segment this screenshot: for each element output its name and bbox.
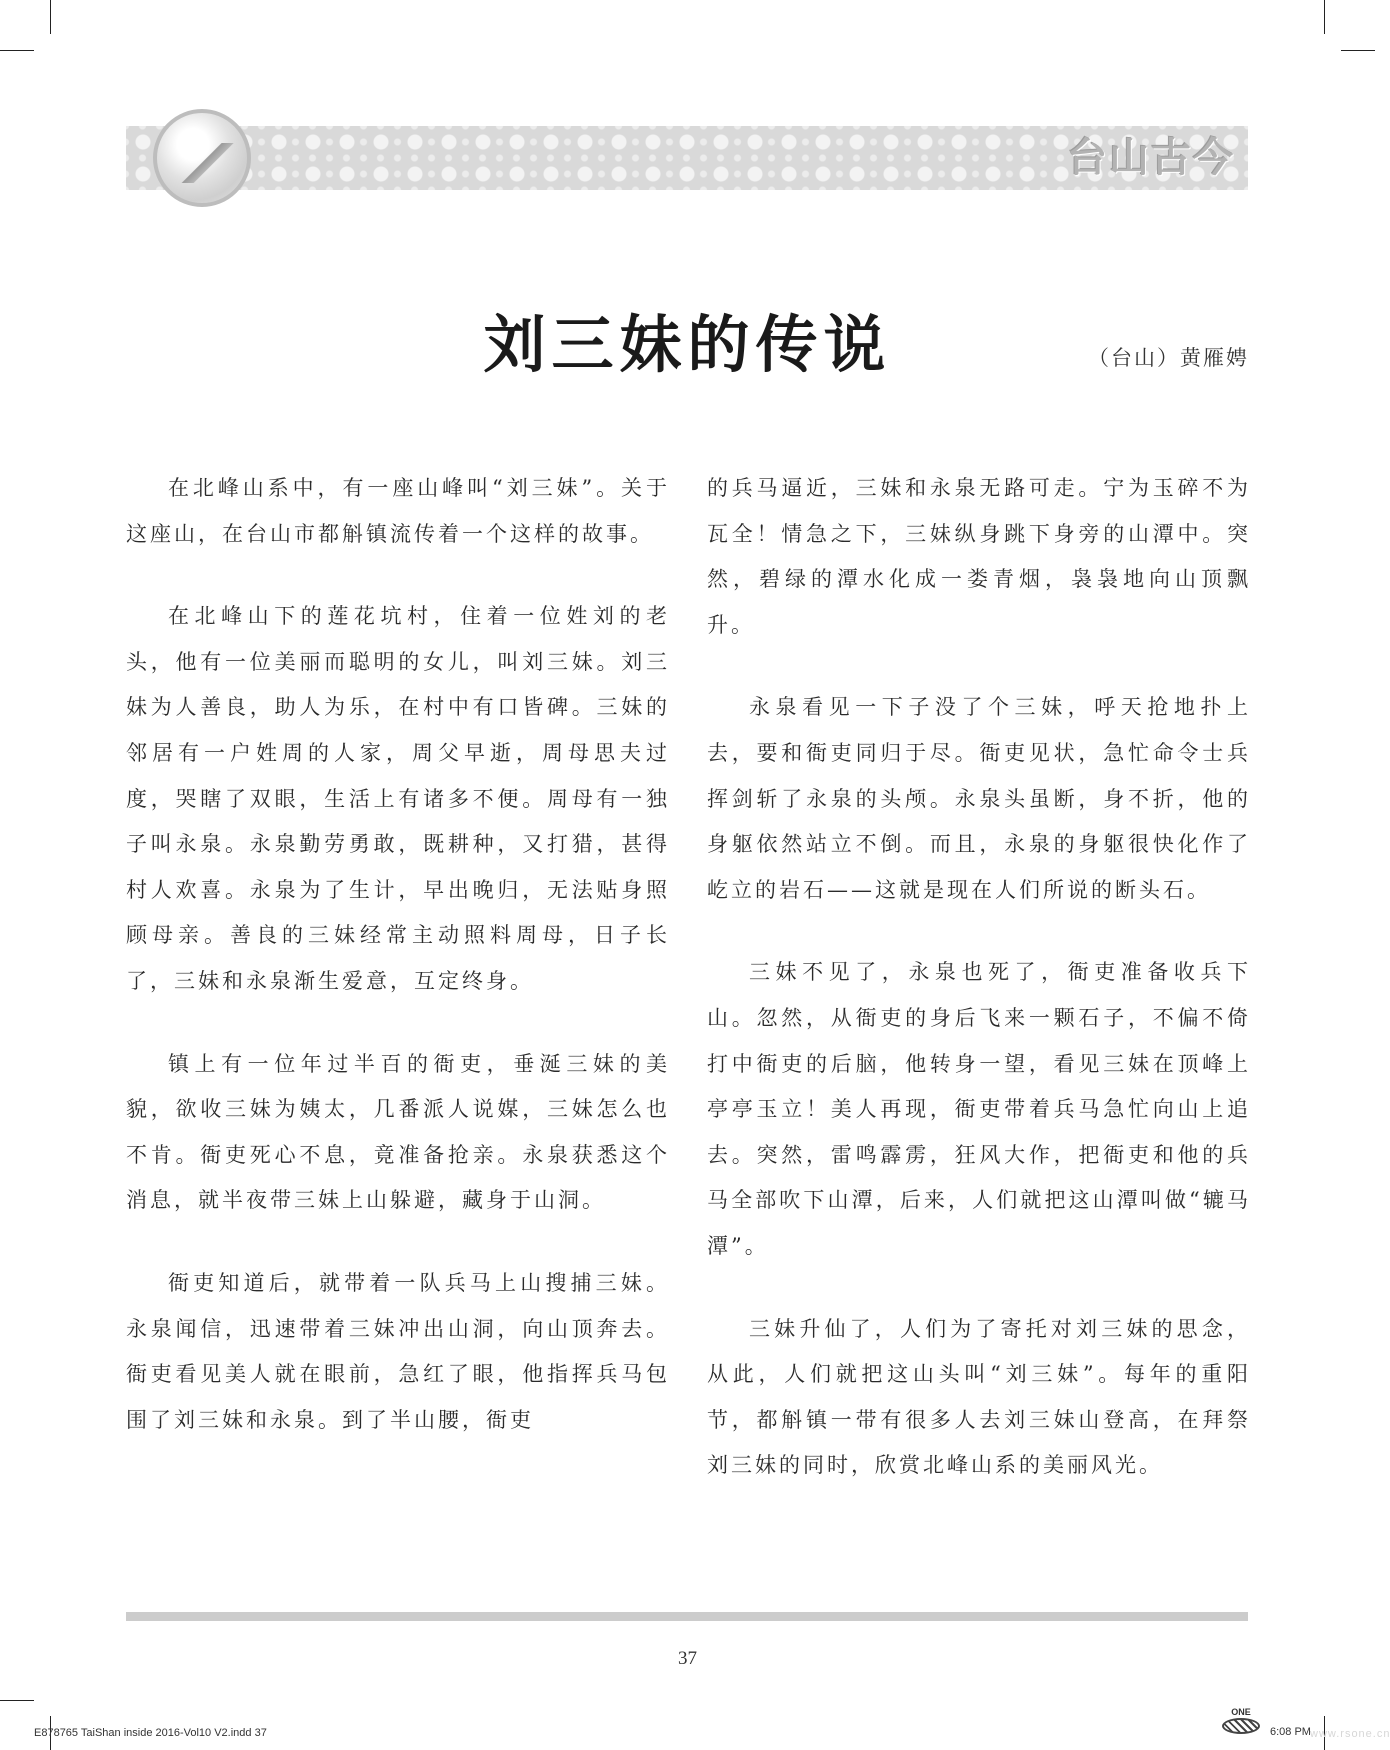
- landscape-medallion-icon: [153, 109, 251, 207]
- paragraph: 在北峰山下的莲花坑村，住着一位姓刘的老头，他有一位美丽而聪明的女儿，叫刘三妹。刘三妹为人善良，助人为乐，在村中有口皆碑。三妹的邻居有一户姓周的人家，周父早逝，周母思夫过度，哭瞎了双眼，生活上有诸多不便。周母有一独子叫永泉。永泉勤劳勇敢，既耕种，又打猎，甚得村人欢喜。永泉为了生计，早出晚归，无法贴身照顾母亲。善良的三妹经常主动照料周母，日子长了，三妹和永泉渐生爱意，互定终身。: [126, 604, 670, 993]
- paragraph: 在北峰山系中，有一座山峰叫“刘三妹”。关于这座山，在台山市都斛镇流传着一个这样的故事。: [126, 476, 670, 546]
- section-title: 台山古今: [1067, 135, 1235, 181]
- right-column: [707, 466, 1251, 1526]
- crop-mark: [1324, 0, 1325, 34]
- print-slug-right: [1208, 1700, 1390, 1746]
- crop-mark: [50, 0, 51, 34]
- paragraph: 永泉看见一下子没了个三妹，呼天抢地扑上去，要和衙吏同归于尽。衙吏见状，急忙命令士兵挥剑斩了永泉的头颅。永泉头虽断，身不折，他的身躯依然站立不倒。而且，永泉的身躯很快化作了屹立的岩石——这就是现在人们所说的断头石。: [707, 695, 1251, 902]
- footer-rule: [126, 1612, 1248, 1621]
- logo-text: ONE: [1231, 1707, 1251, 1717]
- watermark: www.rsone.cn: [1310, 1728, 1390, 1740]
- printer-logo-icon: [1218, 1706, 1264, 1738]
- crop-mark: [0, 1700, 34, 1701]
- left-column: [126, 466, 670, 1480]
- knot-icon: [1222, 1718, 1260, 1734]
- article-title: 刘三妹的传说: [483, 308, 892, 381]
- paragraph: 衙吏知道后，就带着一队兵马上山搜捕三妹。永泉闻信，迅速带着三妹冲出山洞，向山顶奔去。衙吏看见美人就在眼前，急红了眼，他指挥兵马包围了刘三妹和永泉。到了半山腰，衙吏: [126, 1270, 670, 1432]
- paragraph: 三妹不见了，永泉也死了，衙吏准备收兵下山。忽然，从衙吏的身后飞来一颗石子，不偏不倚打中衙吏的后脑，他转身一望，看见三妹在顶峰上亭亭玉立！美人再现，衙吏带着兵马急忙向山上追去。突然，雷鸣霹雳，狂风大作，把衙吏和他的兵马全部吹下山潭，后来，人们就把这山潭叫做“辘马潭”。: [707, 960, 1251, 1258]
- page-number: 37: [678, 1648, 697, 1669]
- print-slug: E878765 TaiShan inside 2016-Vol10 V2.indd 37: [34, 1727, 267, 1739]
- paragraph: 三妹升仙了，人们为了寄托对刘三妹的思念，从此，人们就把这山头叫“刘三妹”。每年的重阳节，都斛镇一带有很多人去刘三妹山登高，在拜祭刘三妹的同时，欣赏北峰山系的美丽风光。: [707, 1316, 1251, 1478]
- print-time: 6:08 PM: [1270, 1726, 1311, 1738]
- crop-mark: [1341, 50, 1375, 51]
- article-author: （台山）黄雁娉: [1088, 346, 1249, 370]
- crop-mark: [0, 50, 34, 51]
- paragraph: 镇上有一位年过半百的衙吏，垂涎三妹的美貌，欲收三妹为姨太，几番派人说媒，三妹怎么也不肯。衙吏死心不息，竟准备抢亲。永泉获悉这个消息，就半夜带三妹上山躲避，藏身于山洞。: [126, 1051, 670, 1213]
- paragraph: 的兵马逼近，三妹和永泉无路可走。宁为玉碎不为瓦全！情急之下，三妹纵身跳下身旁的山潭中。突然，碧绿的潭水化成一娄青烟，袅袅地向山顶飘升。: [707, 476, 1251, 637]
